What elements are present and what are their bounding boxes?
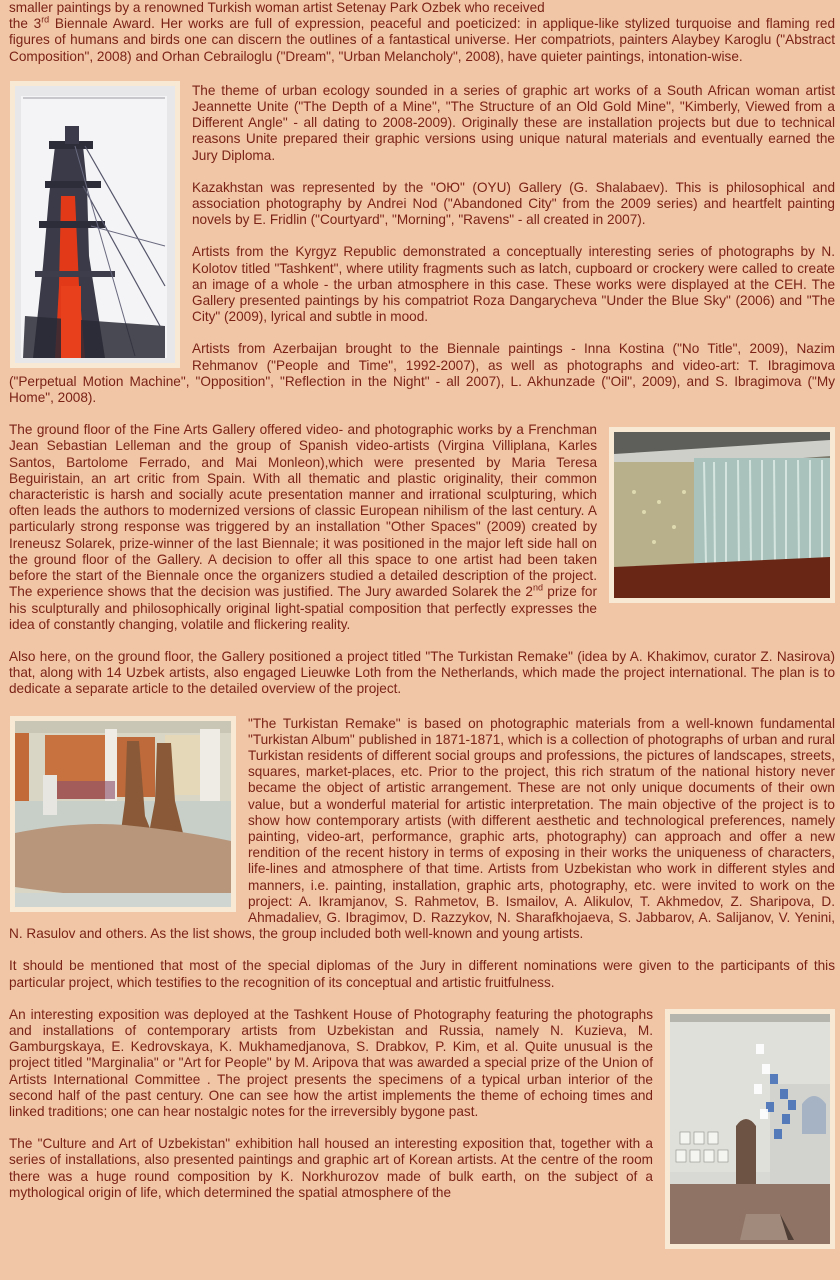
paragraph-jeannette-unite: The theme of urban ecology sounded in a series of graphic art works of a South African woman artist Jeannette Unite ("The Depth of a Mine", "The Structure of an Old Gold Mine", "Kimberly, Viewed from a Different Angle" - all dating to 2008-2009). Originally these are installation projects but due to technical reasons Unite prepared their graphic versions using unique natural materials and eventually earned the Jury Diploma. <box>192 82 835 163</box>
ordinal-suffix: nd <box>532 582 543 593</box>
other-spaces-installation-image <box>614 432 830 598</box>
paragraph-ozbek-line1: smaller paintings by a renowned Turkish woman artist Setenay Park Ozbek who received <box>9 0 545 15</box>
paragraph-ground-floor-text-b: prize for his sculpturally and philosophically original light-spatial composition that perfectly expresses the idea of constantly changing, volatile and flickering reality. <box>9 584 597 632</box>
marginalia-installation-image <box>670 1014 830 1244</box>
paragraph-turkistan-remake-intro: Also here, on the ground floor, the Gallery positioned a project titled "The Turkistan Remake" (idea by A. Khakimov, curator Z. Nasirova) that, along with 14 Uzbek artists, also engaged Lieuwke Loth from the Netherlands, which made the project international. The plan is to dedicate a separate article to the detailed overview of the project. <box>9 648 835 697</box>
photo-other-spaces-installation <box>609 427 835 603</box>
paragraph-ozbek <box>9 0 835 65</box>
paragraph-kyrgyz: Artists from the Kyrgyz Republic demonstrated a conceptually interesting series of photographs by N. Kolotov titled "Tashkent", where utility fragments such as latch, cupboard or crockery were called to create an image of a whole - the urban atmosphere in this case. These works were displayed at the CEH. The Gallery presented paintings by his compatriot Roza Dangarycheva "Under the Blue Sky" (2006) and "The City" (2009), lyrical and subtle in mood. <box>192 244 835 325</box>
paragraph-turkistan-remake-details: "The Turkistan Remake" is based on photographic materials from a well-known fundamental "Turkistan Album" published in 1871-1871, which is a collection of photographs of urban and rural Turkistan residents of different social groups and professions, the pictures of landscapes, streets, squares, market-places, etc. Prior to the project, this rich stratum of the national history never became the object of artistic arrangement. These are not only unique documents of their own value, but a wonderful material for artistic interpretation. The main objective of the project is to show how contemporary artists (with different aesthetic and technological preferences, namely painting, video-art, performance, graphic arts, photography) can approach and offer a new rendition of the recent history in terms of exposing in their works the uniqueness of characters, life-lines and atmosphere of that time. Artists from Uzbekistan who work in different styles and manners, i.e. painting, installation, graphic arts, photography, etc. were invited to work on the project: A. Ikramjanov, S. Rahmetov, B. Ismailov, A. Alikulov, T. Akhmedov, Z. Sharipova, D. Ahmadaliev, G. Ibragimov, D. Razzykov, N. Sharafkhojaeva, S. Jabbarov, A. Salijanov, V. Yenini, N. Rasulov and others. As the list shows, the group included both well-known and young artists. <box>9 715 835 942</box>
photo-marginalia-installation <box>665 1009 835 1249</box>
paragraph-ozbek-text-a: the 3 <box>9 16 42 32</box>
mine-tower-painting-image <box>15 86 175 363</box>
paragraph-azerbaijan: Artists from Azerbaijan brought to the Biennale paintings - Inna Kostina ("No Title", 2009), Nazim Rehmanov ("People and Time", 1992-2007), as well as photographs and video-art: T. Ibragimova ("Perpetual Motion Machine", "Opposition", "Reflection in the Night" - all 2007), L. Akhunzade ("Oil", 2009), and S. Ibragimova ("My Home", 2008). <box>9 341 835 406</box>
paragraph-ground-floor-text-a: The ground floor of the Fine Arts Gallery offered video- and photographic works by a Frenchman Jean Sebastian Lelleman and the group of Spanish video-artists (Virgina Villiplana, Karles Santos, Bartolome Ferrado, and Mai Monleon),which were presented by Maria Teresa Beguiristain, an art critic from Spain. With all thematic and plastic originality, their common characteristic is harsh and socially acute presentation manner and irrational sculpturing, which often leads the authors to modernized versions of classic European nihilism of the last century. A particularly strong response was triggered by an installation "Other Spaces" (2009) created by Ireneusz Solarek, prize-winner of the last Biennale; it was positioned in the major left side hall on the ground floor of the Gallery. A decision to offer all this space to one artist had been taken before the start of the Biennale once the organizers studied a detailed description of the project. The experience shows that the decision was justified. The Jury awarded Solarek the 2 <box>9 422 597 600</box>
paragraph-ozbek-text-b: Biennale Award. Her works are full of expression, peaceful and poeticized: in applique-like stylized turquoise and flaming red figures of humans and birds one can discern the outlines of a fantastical universe. Her compatriots, painters Alaybey Karoglu ("Abstract Composition", 2008) and Orhan Cebrailoglu ("Dream", "Urban Melancholy", 2008), have quieter paintings, intonation-wise. <box>9 16 836 64</box>
paragraph-kazakhstan: Kazakhstan was represented by the "ОЮ" (OYU) Gallery (G. Shalabaev). This is philosophical and association photography by Andrei Nod ("Abandoned City" from the 2009 series) and heartfelt painting novels by E. Fridlin ("Courtyard", "Morning", "Ravens" - all created in 2007). <box>192 179 835 228</box>
paragraph-special-diplomas: It should be mentioned that most of the special diplomas of the Jury in different nominations were given to the participants of this particular project, which testifies to the recognition of its conceptual and artistic fruitfulness. <box>9 958 835 990</box>
photo-earth-sculpture-hall <box>10 716 236 912</box>
paragraph-culture-and-art-hall: The "Culture and Art of Uzbekistan" exhibition hall housed an interesting exposition that, together with a series of installations, also presented paintings and graphic art of Korean artists. At the centre of the room there was a huge round composition by K. Norkhurozov made of bulk earth, on the subject of a mythological origin of life, which determined the spatial atmosphere of the <box>9 1136 653 1200</box>
photo-mine-tower-painting <box>10 81 180 368</box>
ordinal-suffix: rd <box>41 14 50 25</box>
earth-sculpture-hall-image <box>15 721 231 907</box>
paragraph-house-of-photography: An interesting exposition was deployed at the Tashkent House of Photography featuring the photographs and installations of contemporary artists from Uzbekistan and Russia, namely N. Kuzieva, M. Gamburgskaya, E. Kedrovskaya, K. Mukhamedjanova, S. Drabkov, P. Kim, et al. Quite unusual is the project titled "Marginalia" or "Art for People" by M. Aripova that was awarded a special prize of the Union of Artists International Committee . The project presents the specimens of a typical urban interior of the second half of the past century. One can see how the artist implements the theme of echoing times and linked traditions; one can hear nostalgic notes for the irreversibly bygone past. <box>9 1006 653 1119</box>
